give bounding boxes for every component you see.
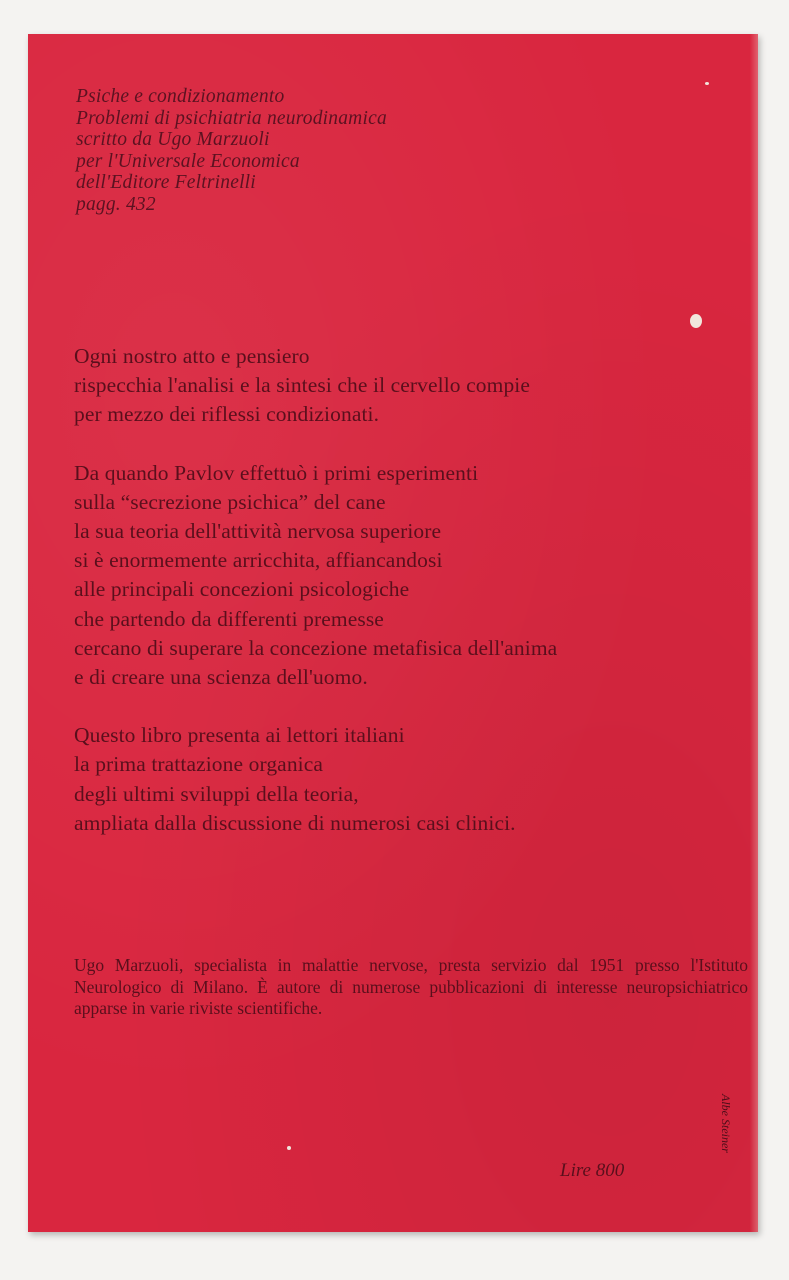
blurb-line: Da quando Pavlov effettuò i primi esperimenti bbox=[74, 460, 479, 485]
blurb-line: Ogni nostro atto e pensiero bbox=[74, 344, 310, 368]
author-bio: Ugo Marzuoli, specialista in malattie nervose, presta servizio dal 1951 presso l'Istituto Neurologico di Milano. È autore di numerose pubblicazioni di interesse neuropsichiatrico apparse in varie riviste scientifiche. bbox=[74, 955, 748, 1018]
blurb-paragraph-3 bbox=[74, 721, 557, 838]
price-label: Lire 800 bbox=[560, 1160, 625, 1181]
blurb-line: sulla “secrezione psichica” del cane bbox=[74, 489, 386, 514]
book-back-cover bbox=[28, 34, 758, 1232]
colophon bbox=[76, 86, 387, 215]
colophon-author: scritto da Ugo Marzuoli bbox=[76, 129, 270, 150]
blurb-line: cercano di superare la concezione metafisica dell'anima bbox=[74, 635, 558, 660]
colophon-pages: pagg. 432 bbox=[76, 193, 156, 215]
blurb-line: la sua teoria dell'attività nervosa superiore bbox=[74, 519, 442, 544]
blurb-line: e di creare una scienza dell'uomo. bbox=[74, 665, 368, 690]
blurb-line: che partendo da differenti premesse bbox=[74, 606, 384, 631]
blurb bbox=[74, 342, 557, 867]
cover-edge-wear bbox=[750, 34, 758, 1232]
blurb-line: degli ultimi sviluppi della teoria, bbox=[74, 781, 359, 806]
designer-credit: Albe Steiner bbox=[719, 1094, 733, 1153]
blurb-line: la prima trattazione organica bbox=[74, 752, 324, 777]
colophon-subtitle: Problemi di psichiatria neurodinamica bbox=[76, 107, 387, 129]
blurb-line: rispecchia l'analisi e la sintesi che il cervello compie bbox=[74, 373, 531, 398]
blurb-paragraph-2 bbox=[74, 459, 557, 693]
scuff-mark bbox=[287, 1146, 291, 1150]
blurb-line: alle principali concezioni psicologiche bbox=[74, 577, 410, 602]
blurb-line: Questo libro presenta ai lettori italiani bbox=[74, 723, 405, 748]
blurb-paragraph-1 bbox=[74, 342, 557, 430]
colophon-publisher: dell'Editore Feltrinelli bbox=[76, 172, 256, 193]
colophon-series: per l'Universale Economica bbox=[76, 150, 300, 172]
blurb-line: per mezzo dei riflessi condizionati. bbox=[74, 402, 380, 427]
blurb-line: si è enormemente arricchita, affiancandosi bbox=[74, 548, 443, 573]
blurb-line: ampliata dalla discussione di numerosi casi clinici. bbox=[74, 810, 516, 835]
colophon-title: Psiche e condizionamento bbox=[76, 86, 285, 107]
scuff-mark bbox=[705, 82, 709, 85]
scuff-mark bbox=[690, 314, 702, 328]
